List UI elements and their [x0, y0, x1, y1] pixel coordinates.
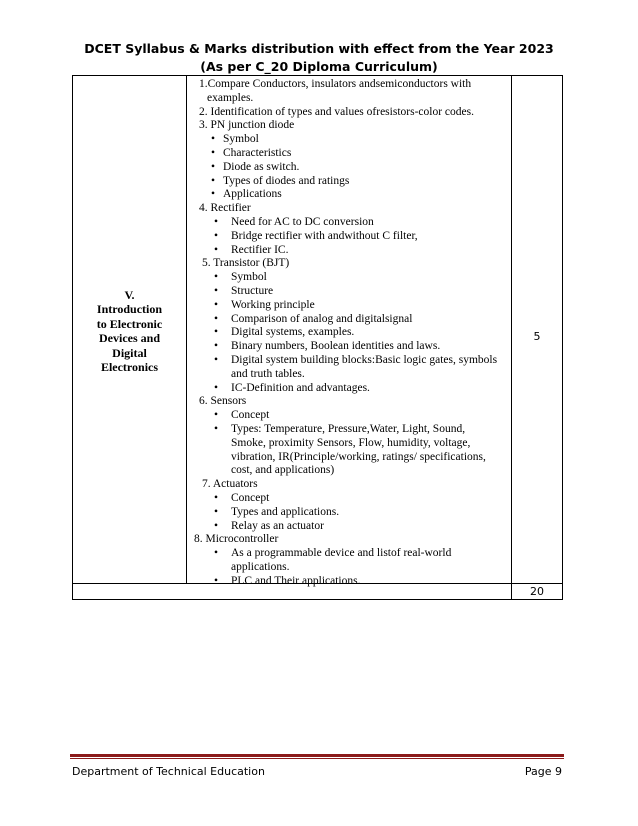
topic-text: Rectifier IC. — [231, 243, 289, 256]
topic-bullet-item — [187, 133, 510, 147]
topic-continuation — [187, 368, 510, 382]
topic-heading — [187, 533, 510, 547]
topic-text: Structure — [231, 284, 274, 297]
topic-heading — [187, 92, 510, 106]
topic-text: 3. PN junction diode — [199, 119, 295, 132]
topic-text: Diode as switch. — [223, 160, 300, 173]
topic-text: Types of diodes and ratings — [223, 174, 350, 187]
topic-text: Applications — [223, 188, 282, 201]
topic-text: Characteristics — [223, 146, 292, 159]
topic-text: Smoke, proximity Sensors, Flow, humidity, voltage, — [231, 436, 471, 449]
topic-text: As a programmable device and listof real-world — [231, 547, 452, 560]
topic-text: Relay as an actuator — [231, 519, 324, 532]
topic-text: Need for AC to DC conversion — [231, 215, 374, 228]
bullet-icon: • — [211, 160, 216, 173]
total-marks: 20 — [511, 584, 562, 600]
unit-title-line: Introduction — [96, 302, 163, 317]
bullet-icon: • — [211, 146, 216, 159]
topic-bullet-item — [187, 175, 510, 189]
unit-title-line: Devices and — [99, 331, 160, 346]
topic-heading — [187, 395, 510, 409]
topic-heading — [187, 202, 510, 216]
topic-continuation — [187, 437, 510, 451]
topic-text: 4. Rectifier — [199, 202, 251, 215]
footer-page-number: Page 9 — [524, 765, 562, 778]
topic-list — [187, 78, 510, 588]
topic-bullet-item — [187, 299, 510, 313]
topic-bullet-item — [187, 271, 510, 285]
topic-bullet-item — [187, 520, 510, 534]
bullet-icon: • — [211, 188, 216, 201]
bullet-icon: • — [214, 505, 219, 518]
topic-bullet-item — [187, 340, 510, 354]
topic-heading — [187, 78, 510, 92]
topic-bullet-item — [187, 313, 510, 327]
topic-text: cost, and applications) — [231, 464, 335, 477]
topic-text: Concept — [231, 491, 270, 504]
topic-text: PLC and Their applications. — [231, 574, 361, 587]
topic-bullet-item — [187, 382, 510, 396]
unit-title — [73, 288, 186, 374]
topic-bullet-item — [187, 285, 510, 299]
footer-rule — [70, 754, 564, 757]
syllabus-table — [72, 75, 563, 600]
topic-bullet-item — [187, 188, 510, 202]
topic-text: 5. Transistor (BJT) — [202, 257, 290, 270]
topic-text: applications. — [231, 560, 290, 573]
unit-title-line: to Electronic — [96, 316, 163, 331]
topic-bullet-item — [187, 506, 510, 520]
unit-title-line: Electronics — [100, 360, 159, 375]
topic-text: and truth tables. — [231, 367, 305, 380]
topic-continuation — [187, 464, 510, 478]
topic-text: examples. — [207, 91, 254, 104]
bullet-icon: • — [214, 298, 219, 311]
topic-heading — [187, 106, 510, 120]
topic-bullet-item — [187, 230, 510, 244]
bullet-icon: • — [214, 312, 219, 325]
bullet-icon: • — [214, 340, 219, 353]
topic-text: Symbol — [231, 271, 267, 284]
bullet-icon: • — [214, 243, 219, 256]
topic-text: Working principle — [231, 298, 315, 311]
topic-continuation — [187, 561, 510, 575]
topic-text: Types and applications. — [231, 505, 340, 518]
total-row — [73, 583, 562, 599]
topic-bullet-item — [187, 354, 510, 368]
bullet-icon: • — [214, 547, 219, 560]
footer-rule-thin — [70, 758, 564, 759]
bullet-icon: • — [214, 353, 219, 366]
topic-text: 8. Microcontroller — [194, 533, 279, 546]
bullet-icon: • — [214, 491, 219, 504]
bullet-icon: • — [214, 519, 219, 532]
topic-text: 2. Identification of types and values ofresistors-color codes. — [199, 105, 474, 118]
topic-bullet-item — [187, 244, 510, 258]
bullet-icon: • — [214, 326, 219, 339]
topic-bullet-item — [187, 147, 510, 161]
page-header — [0, 40, 638, 76]
bullet-icon: • — [214, 271, 219, 284]
topic-continuation — [187, 451, 510, 465]
topic-text: Digital systems, examples. — [231, 326, 355, 339]
topic-bullet-item — [187, 423, 510, 437]
topic-bullet-item — [187, 326, 510, 340]
topic-heading — [187, 478, 510, 492]
topic-bullet-item — [187, 409, 510, 423]
topic-bullet-item — [187, 216, 510, 230]
bullet-icon: • — [211, 133, 216, 146]
topic-bullet-item — [187, 547, 510, 561]
bullet-icon: • — [214, 574, 219, 587]
topic-text: Comparison of analog and digitalsignal — [231, 312, 413, 325]
bullet-icon: • — [214, 215, 219, 228]
marks-value: 5 — [533, 330, 541, 343]
bullet-icon: • — [211, 174, 216, 187]
marks-cell — [511, 76, 562, 583]
topic-bullet-item — [187, 161, 510, 175]
bullet-icon: • — [214, 409, 219, 422]
unit-title-line: V. — [124, 288, 135, 302]
topic-text: 6. Sensors — [199, 395, 247, 408]
topic-text: Symbol — [223, 133, 259, 146]
topic-text: Binary numbers, Boolean identities and laws. — [231, 340, 441, 353]
topic-text: Digital system building blocks:Basic logic gates, symbols — [231, 353, 498, 366]
bullet-icon: • — [214, 422, 219, 435]
topic-text: vibration, IR(Principle/working, ratings/ specifications, — [231, 450, 486, 463]
bullet-icon: • — [214, 229, 219, 242]
topic-text: Concept — [231, 409, 270, 422]
topic-text: Types: Temperature, Pressure,Water, Light, Sound, — [231, 422, 466, 435]
bullet-icon: • — [214, 381, 219, 394]
bullet-icon: • — [214, 284, 219, 297]
unit-cell — [73, 76, 187, 583]
footer-department: Department of Technical Education — [72, 765, 265, 778]
topic-heading — [187, 257, 510, 271]
unit-title-line: Digital — [112, 345, 147, 360]
topic-text: IC-Definition and advantages. — [231, 381, 370, 394]
header-subtitle: (As per C_20 Diploma Curriculum) — [200, 59, 438, 74]
topic-heading — [187, 119, 510, 133]
header-title: DCET Syllabus & Marks distribution with effect from the Year 2023 — [84, 41, 554, 56]
topic-text: Bridge rectifier with andwithout C filter, — [231, 229, 418, 242]
topic-text: 7. Actuators — [202, 478, 258, 491]
topic-text: 1.Compare Conductors, insulators andsemiconductors with — [199, 78, 472, 90]
topic-bullet-item — [187, 492, 510, 506]
